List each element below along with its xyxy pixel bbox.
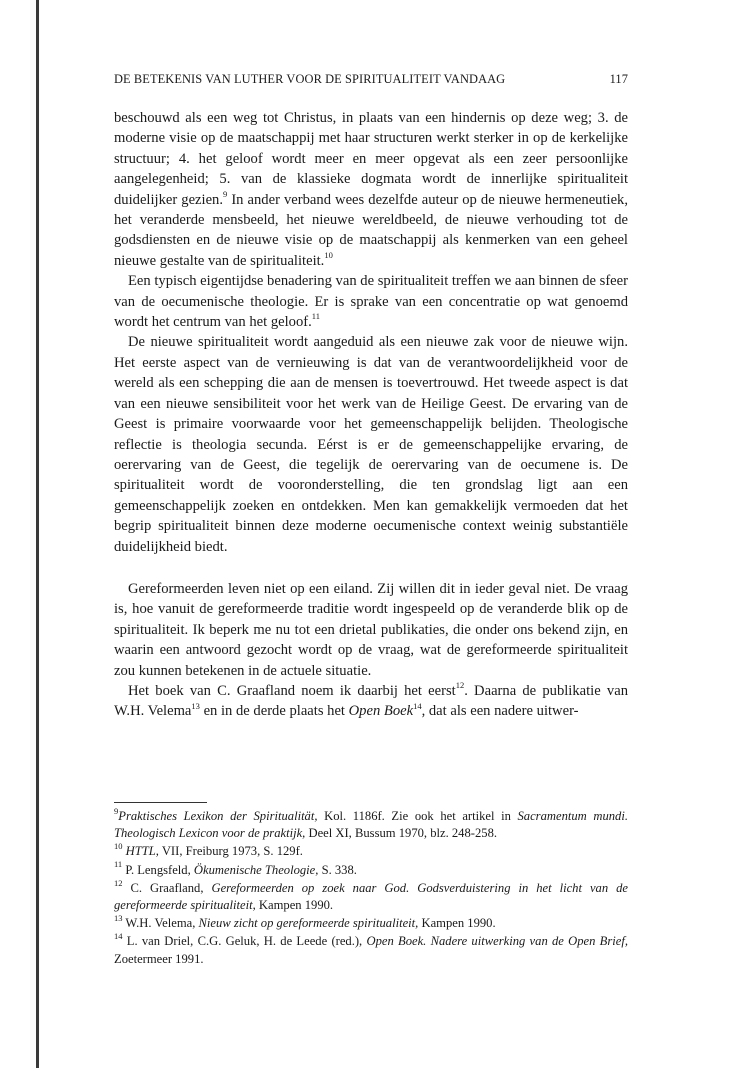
footnote-13-number: 13 (114, 913, 123, 924)
footnote-13-text: W.H. Velema, (122, 916, 199, 931)
footnote-13-title: Nieuw zicht op gereformeerde spiritualiteit, (198, 916, 419, 931)
footnote-11 (114, 859, 628, 879)
footnote-10-text: VII, Freiburg 1973, S. 129f. (158, 844, 303, 859)
paragraph-2 (114, 271, 628, 332)
running-head-title: DE BETEKENIS VAN LUTHER VOOR DE SPIRITUALITEIT VANDAAG (114, 72, 506, 86)
footnote-14 (114, 933, 628, 967)
footnote-11-text: P. Lengsfeld, (122, 862, 194, 877)
paragraph-3: De nieuwe spiritualiteit wordt aangeduid als een nieuwe zak voor de nieuwe wijn. Het eerste aspect van de vernieuwing is dat van de verantwoordelijkheid voor de wereld als een schepping die aan de mensen is toevertrouwd. Het tweede aspect is dat van een nieuwe sensibiliteit voor het werk van de Heilige Geest. De ervaring van de Geest is primaire voorwaarde voor het gemeenschappelijk belijden. Theologische reflectie is theologia secunda. Eérst is er de gemeenschappelijke ervaring, de oerervaring van de Geest, die tegelijk de oerervaring van de oecumene is. De spiritualiteit wordt de vooronderstelling, die ten grondslag ligt aan een gemeenschappelijk zoeken en ontdekken. Men kan gemakkelijk vermoeden dat het begrip spiritualiteit binnen deze moderne oecumenische context weinig substantiële duidelijkheid biedt. (114, 334, 628, 555)
footnote-14-number: 14 (114, 931, 123, 942)
footnote-9-title-2: Sacramentum mundi. Theologisch Lexicon voor de praktijk, (114, 809, 628, 841)
page-number: 117 (609, 72, 628, 86)
footnote-10-title: HTTL, (125, 844, 159, 859)
footnote-11-number: 11 (114, 859, 123, 870)
footnote-10 (114, 843, 628, 860)
footnote-14-text-2: Zoetermeer 1991. (114, 951, 204, 966)
paragraph-5-text-c: en in de derde plaats het (199, 703, 349, 720)
footnote-9-title: Praktisches Lexikon der Spiritualität, (118, 809, 318, 823)
footnote-12-text-2: Kampen 1990. (255, 898, 334, 913)
paragraph-2-text: Een typisch eigentijdse benadering van de spiritualiteit treffen we aan binnen de sfeer van de oecumenische theologie. Er is sprake van een concentratie op wat genoemd wordt het centrum van het geloof. (114, 273, 628, 331)
paragraph-5 (114, 681, 628, 722)
paragraph-1-continuation: In ander verband wees dezelfde auteur op de nieuwe hermeneutiek, het veranderde mensbeeld, het nieuwe wereldbeeld, de nieuwe verhouding tot de godsdiensten en de nieuwe visie op de maatschappij als kenmerken van een geheel nieuwe gestalte van de spiritualiteit. (114, 191, 628, 269)
footnote-14-text: L. van Driel, C.G. Geluk, H. de Leede (red.), (122, 934, 367, 949)
paragraph-5-text: Het boek van C. Graafland noem ik daarbij het eerst (128, 682, 456, 699)
footnote-rule (114, 802, 207, 803)
footnote-ref-13: 13 (191, 700, 200, 711)
footnote-ref-11: 11 (311, 311, 320, 322)
paragraph-5-text-d: , dat als een nadere uitwer- (421, 703, 579, 720)
paragraph-4: Gereformeerden leven niet op een eiland. Zij willen dit in ieder geval niet. De vraag is, hoe vanuit de gereformeerde traditie wordt ingespeeld op de veranderde blik op de spiritualiteit. Ik beperk me nu tot een drietal publikaties, die onder ons bekend zijn, en waarin een antwoord gezocht wordt op de vraag, wat de gereformeerde spiritualiteit zou kunnen betekenen in de actuele situatie. (114, 580, 628, 679)
footnote-ref-9: 9 (223, 188, 228, 199)
footnote-9-text-2: Deel XI, Bussum 1970, blz. 248-258. (305, 826, 498, 841)
footnote-13-text-2: Kampen 1990. (418, 916, 496, 931)
footnote-11-text-2: S. 338. (318, 862, 357, 877)
footnotes (114, 805, 628, 968)
paragraph-1-text: beschouwd als een weg tot Christus, in plaats van een hindernis op deze weg; 3. de moderne visie op de maatschappij met haar structuren werkt sterker in op de kerkelijke structuur; 4. het geloof wordt meer en meer opgevat als een zeer persoonlijke aangelegenheid; 5. van de klassieke dogmata wordt de innerlijke spiritualiteit duidelijker gezien. (114, 110, 628, 208)
paragraph-5-text-b: . Daarna de publikatie van W.H. Velema (114, 682, 628, 720)
body-text (114, 108, 628, 722)
footnote-9-number: 9 (114, 805, 119, 816)
footnote-14-title: Open Boek. Nadere uitwerking van de Open Brief, (366, 934, 628, 949)
footnote-12-title: Gereformeerden op zoek naar God. Godsverduistering in het licht van de gereformeerde spiritualiteit, (114, 880, 628, 913)
footnote-12-text: C. Graafland, (122, 880, 212, 895)
footnote-9-text: Kol. 1186f. Zie ook het artikel in (317, 809, 518, 823)
footnote-11-title: Ökumenische Theologie, (193, 862, 319, 877)
scan-edge-border (36, 0, 39, 1068)
footnote-13 (114, 915, 628, 932)
footnote-ref-14: 14 (413, 700, 422, 711)
footnote-12 (114, 877, 628, 914)
paragraph-1 (114, 108, 628, 271)
open-boek-title: Open Boek (348, 703, 414, 720)
footnote-ref-10: 10 (324, 249, 333, 260)
running-head (114, 72, 628, 87)
footnote-ref-12: 12 (455, 680, 465, 691)
footnote-12-number: 12 (114, 877, 123, 888)
footnote-9 (114, 805, 628, 842)
footnote-10-number: 10 (114, 841, 123, 852)
